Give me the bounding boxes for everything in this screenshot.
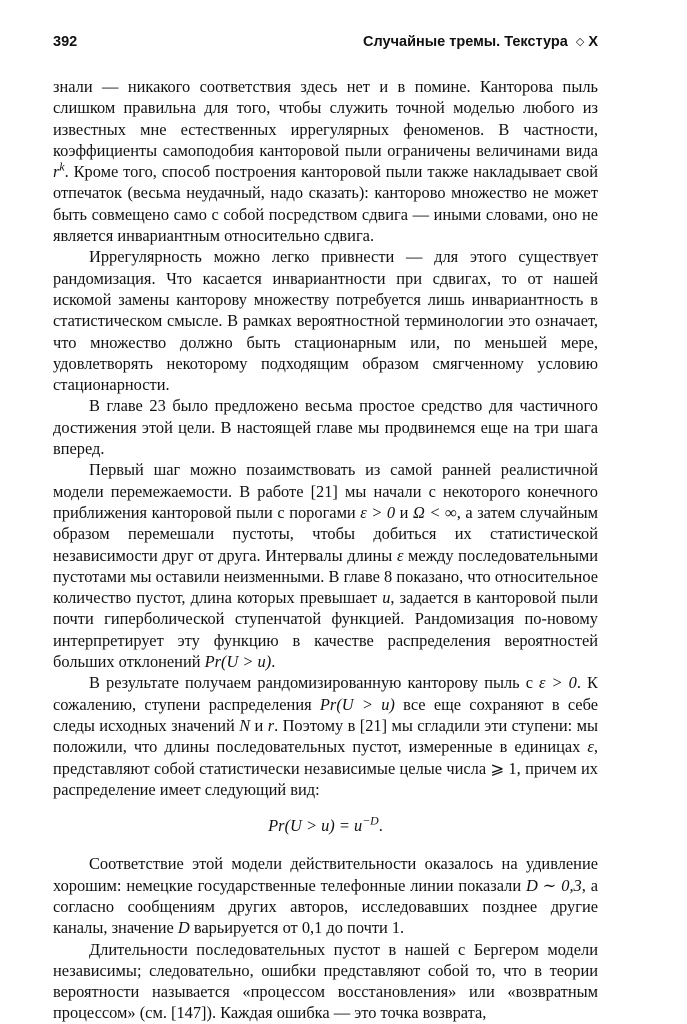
paragraph-7: Длительности последовательных пустот в нашей с Бергером модели независимы; следовательно, ошибки представляют собой то, что в теории вероятности называется «процессом восстановления» или «возвратным процессом» (см. [147]). Каждая ошибка — это точка возврата, (53, 939, 598, 1023)
math-eps: ε (587, 737, 594, 757)
paragraph-3: В главе 23 было предложено весьма простое средство для частичного достижения этой цели. В настоящей главе мы продвинемся еще на три шага вперед. (53, 396, 598, 459)
running-header (53, 34, 598, 58)
page-number: 392 (53, 34, 78, 50)
math-d-approx: D ∼ 0,3 (526, 875, 582, 895)
math-d: D (177, 918, 190, 938)
math-pr: Pr(U > u) (319, 694, 395, 714)
math-eps-gt-0: ε > 0 (539, 673, 577, 693)
paragraph-5: В результате получаем рандомизированную канторову пыль с ε > 0. К сожалению, ступени распределения Pr(U > u) все еще сохраняют в себе следы исходных значений N и r. Поэтому в [21] мы сгладили эти ступени: мы положили, что длины последовательных пустот, измеренные в единицах ε, представляют собой статистически независимые целые числа ⩾ 1, причем их распределение имеет следующий вид: (53, 673, 598, 799)
math-r: r (53, 162, 60, 182)
math-0-1: 0,1 (301, 918, 323, 938)
display-formula: $Pr(U > u) = u^{-D}$. (268, 813, 383, 836)
math-pr: Pr(U > u) (204, 652, 272, 672)
paragraph-6: Соответствие этой модели действительности оказалось на удивление хорошим: немецкие государственные телефонные линии показали D ∼ 0,3, а согласно сообщениям других авторов, исследовавших позднее другие каналы, значение D варьируется от 0,1 до почти 1. (53, 854, 598, 938)
paragraph-2: Иррегулярность можно легко привнести — для этого существует рандомизация. Что касается инвариантности при сдвигах, то от нашей искомой замены канторову множеству потребуется лишь инвариантность в статистическом смысле. В рамках вероятностной терминологии это означает, что множество должно быть стационарным или, по меньшей мере, удовлетворять некоторому подходящим образом смягченному условию стационарности. (53, 247, 598, 395)
math-k: k (59, 159, 65, 174)
running-title-text: Случайные тремы. Текстура (363, 34, 568, 50)
running-title (363, 34, 598, 50)
page-body (53, 76, 598, 1024)
math-omega-lt-inf: Ω < ∞ (412, 502, 457, 522)
math-n: N (239, 715, 251, 735)
math-r: r (267, 715, 275, 735)
chapter-number: X (588, 34, 598, 50)
math-eps: ε (396, 545, 404, 565)
paragraph-1: знали — никакого соответствия здесь нет и в помине. Канторова пыль слишком правильна для того, чтобы служить точной моделью любого из известных мне естественных иррегулярных феноменов. В частности, коэффициенты самоподобия канторовой пыли ограничены величинами вида $r^k$. Кроме того, способ построения канторовой пыли также накладывает свой отпечаток (весьма неудачный, надо сказать): канторово множество не может быть совмещено само с собой посредством сдвига — иными словами, оно не является инвариантным относительно сдвига. (53, 77, 598, 246)
math-eps-gt-0: ε > 0 (360, 502, 396, 522)
paragraph-4: Первый шаг можно позаимствовать из самой ранней реалистичной модели перемежаемости. В работе [21] мы начали с некоторого конечного приближения канторовой пыли с порогами ε > 0 и Ω < ∞, а затем случайным образом перемешали пустоты, чтобы добиться их статистической независимости друг от друга. Интервалы длины ε между последовательными пустотами мы оставили неизменными. В главе 8 показано, что относительное количество пустот, длина которых превышает u, задается в канторовой пыли почти гиперболической ступенчатой функцией. Рандомизация по-новому интерпретирует эту функцию в качестве распределения вероятностей больших отклонений Pr(U > u). (53, 460, 599, 672)
math-u: u (382, 588, 391, 608)
diamond-icon: ◇ (575, 36, 585, 48)
math-geq-1: ⩾ 1 (490, 758, 517, 778)
